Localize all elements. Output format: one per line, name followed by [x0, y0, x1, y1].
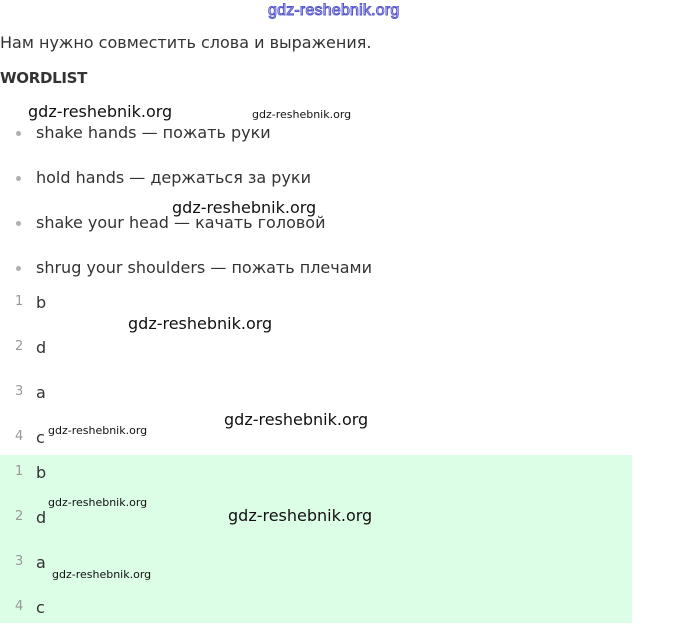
answer-number: 1 — [15, 294, 24, 309]
answer-number: 2 — [15, 509, 24, 524]
answer-number: 4 — [15, 429, 24, 444]
bullet-icon — [16, 176, 21, 181]
answer-number: 3 — [15, 554, 24, 569]
answer-number: 1 — [15, 464, 24, 479]
answer-letter: a — [36, 383, 46, 402]
watermark: gdz-reshebnik.org — [28, 102, 173, 121]
intro-text: Нам нужно совместить слова и выражения. — [0, 33, 372, 52]
watermark: gdz-reshebnik.org — [48, 424, 148, 437]
answer-letter: d — [36, 338, 47, 357]
watermark: gdz-reshebnik.org — [128, 314, 273, 333]
bullet-icon — [16, 131, 21, 136]
highlighted-answer-panel — [0, 455, 632, 623]
header-watermark: gdz-reshebnik.org — [268, 2, 400, 19]
wordlist-item-text: shake hands — пожать руки — [36, 123, 271, 142]
bullet-icon — [16, 221, 21, 226]
answer-number: 3 — [15, 384, 24, 399]
answer-number: 4 — [15, 599, 24, 614]
wordlist-item-text: shrug your shoulders — пожать плечами — [36, 258, 372, 277]
watermark: gdz-reshebnik.org — [48, 496, 148, 509]
watermark: gdz-reshebnik.org — [52, 568, 152, 581]
watermark: gdz-reshebnik.org — [224, 410, 369, 429]
wordlist-item-text: shake your head — качать головой — [36, 213, 326, 232]
watermark: gdz-reshebnik.org — [252, 108, 352, 121]
watermark: gdz-reshebnik.org — [172, 198, 317, 217]
bullet-icon — [16, 266, 21, 271]
answer-letter: c — [36, 598, 45, 617]
answer-letter: d — [36, 508, 47, 527]
wordlist-item-text: hold hands — держаться за руки — [36, 168, 311, 187]
answer-letter: b — [36, 463, 47, 482]
answer-letter: c — [36, 428, 45, 447]
answer-letter: a — [36, 553, 46, 572]
answer-number: 2 — [15, 339, 24, 354]
watermark: gdz-reshebnik.org — [228, 506, 373, 525]
wordlist-heading: WORDLIST — [0, 69, 88, 87]
answer-letter: b — [36, 293, 47, 312]
